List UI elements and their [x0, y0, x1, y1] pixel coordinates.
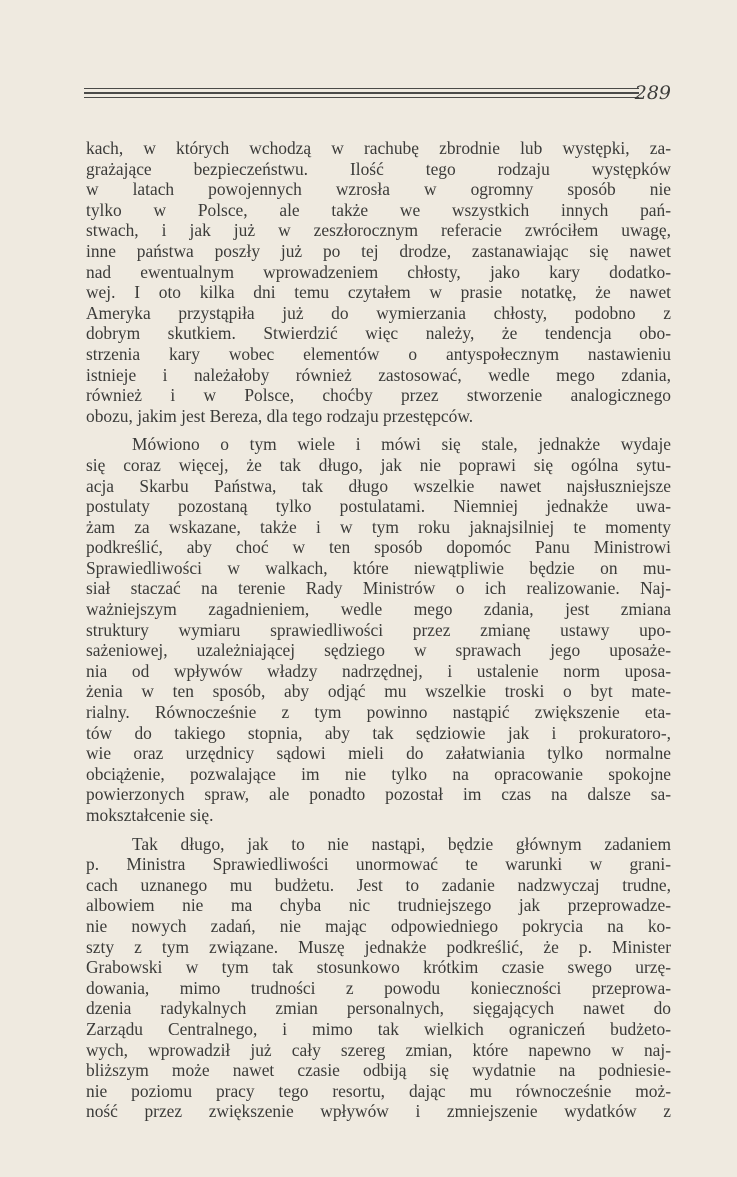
text-line: tylko w Polsce, ale także we wszystkich innych pań- — [86, 199, 671, 220]
text-line: inne państwa poszły już po tej drodze, zastanawiając się nawet — [86, 240, 671, 261]
text-line: Sprawiedliwości w walkach, które niewątpliwie będzie on mu- — [86, 557, 671, 578]
text-line: postulaty pozostaną tylko postulatami. Niemniej jednakże uwa- — [86, 496, 671, 517]
text-line: p. Ministra Sprawiedliwości unormować te warunki w grani- — [86, 854, 671, 875]
text-line: kach, w których wchodzą w rachubę zbrodnie lub występki, za- — [86, 138, 671, 158]
header-rule-bottom — [84, 97, 639, 98]
text-line: grażające bezpieczeństwu. Ilość tego rodzaju występków — [86, 158, 671, 179]
text-line: nie poziomu pracy tego resortu, dając mu równocześnie moż- — [86, 1080, 671, 1101]
text-line: nia od wpływów władzy nadrzędnej, i ustalenie norm uposa- — [86, 660, 671, 681]
paragraph — [86, 434, 671, 825]
text-line: Zarządu Centralnego, i mimo tak wielkich ograniczeń budżeto- — [86, 1018, 671, 1039]
text-line: Tak długo, jak to nie nastąpi, będzie głównym zadaniem — [132, 833, 671, 854]
page-header — [84, 82, 671, 106]
text-line: strzenia kary wobec elementów o antyspołecznym nastawieniu — [86, 343, 671, 364]
text-line: wie oraz urzędnicy sądowi mieli do załatwiania tylko normalne — [86, 743, 671, 764]
text-line: stwach, i jak już w zeszłorocznym referacie zwróciłem uwagę, — [86, 220, 671, 241]
text-line: istnieje i należałoby również zastosować, wedle mego zdania, — [86, 364, 671, 385]
text-line: szty z tym związane. Muszę jednakże podkreślić, że p. Minister — [86, 936, 671, 957]
text-line: rialny. Równocześnie z tym powinno nastąpić zwiększenie eta- — [86, 702, 671, 723]
text-line: Grabowski w tym tak stosunkowo krótkim czasie swego urzę- — [86, 957, 671, 978]
text-line: cach uznanego mu budżetu. Jest to zadanie nadzwyczaj trudne, — [86, 874, 671, 895]
paragraph — [86, 138, 671, 426]
text-line: nad ewentualnym wprowadzeniem chłosty, jako kary dodatko- — [86, 261, 671, 282]
text-line: bliższym może nawet czasie odbiją się wydatnie na podniesie- — [86, 1060, 671, 1081]
page-number: 289 — [634, 82, 671, 104]
paragraph-gap — [86, 426, 671, 434]
text-line: dowania, mimo trudności z powodu konieczności przeprowa- — [86, 977, 671, 998]
text-line: Mówiono o tym wiele i mówi się stale, jednakże wydaje — [132, 434, 671, 455]
text-line: ność przez zwiększenie wpływów i zmniejszenie wydatków z — [86, 1101, 671, 1122]
text-line: ważniejszym zagadnieniem, wedle mego zdania, jest zmiana — [86, 599, 671, 620]
text-line: struktury wymiaru sprawiedliwości przez zmianę ustawy upo- — [86, 619, 671, 640]
text-line: żam za wskazane, także i w tym roku jaknajsilniej te momenty — [86, 516, 671, 537]
text-line: tów do takiego stopnia, aby tak sędziowie jak i prokuratoro-, — [86, 722, 671, 743]
text-line: Ameryka przystąpiła już do wymierzania chłosty, podobno z — [86, 302, 671, 323]
text-line: albowiem nie ma chyba nic trudniejszego jak przeprowadze- — [86, 895, 671, 916]
text-line: podkreślić, aby choć w ten sposób dopomóc Panu Ministrowi — [86, 537, 671, 558]
text-line: obciążenie, pozwalające im nie tylko na opracowanie spokojne — [86, 763, 671, 784]
text-line: w latach powojennych wzrosła w ogromny sposób nie — [86, 179, 671, 200]
text-line: mokształcenie się. — [86, 805, 214, 825]
header-rule-middle — [84, 92, 639, 94]
header-rule-top — [84, 88, 639, 89]
paragraph-gap — [86, 826, 671, 834]
text-line: dobrym skutkiem. Stwierdzić więc należy, że tendencja obo- — [86, 323, 671, 344]
text-line: obozu, jakim jest Bereza, dla tego rodzaju przestępców. — [86, 405, 474, 426]
paragraph — [86, 834, 671, 1122]
text-line: nie nowych zadań, nie mając odpowiedniego pokrycia na ko- — [86, 915, 671, 936]
text-line: wych, wprowadził już cały szereg zmian, które napewno w naj- — [86, 1039, 671, 1060]
body-text — [86, 138, 671, 1122]
text-line: siał staczać na terenie Rady Ministrów o ich realizowanie. Naj- — [86, 578, 671, 599]
text-line: sażeniowej, uzależniającej sędziego w sprawach jego uposaże- — [86, 640, 671, 661]
text-line: dzenia radykalnych zmian personalnych, sięgających nawet do — [86, 998, 671, 1019]
text-line: również i w Polsce, choćby przez stworzenie analogicznego — [86, 385, 671, 406]
text-line: się coraz więcej, że tak długo, jak nie poprawi się ogólna sytu- — [86, 454, 671, 475]
text-line: powierzonych spraw, ale ponadto pozostał im czas na dalsze sa- — [86, 784, 671, 805]
text-line: żenia w ten sposób, aby odjąć mu wszelkie troski o byt mate- — [86, 681, 671, 702]
text-line: wej. I oto kilka dni temu czytałem w prasie notatkę, że nawet — [86, 282, 671, 303]
text-line: acja Skarbu Państwa, tak długo wszelkie nawet najsłuszniejsze — [86, 475, 671, 496]
